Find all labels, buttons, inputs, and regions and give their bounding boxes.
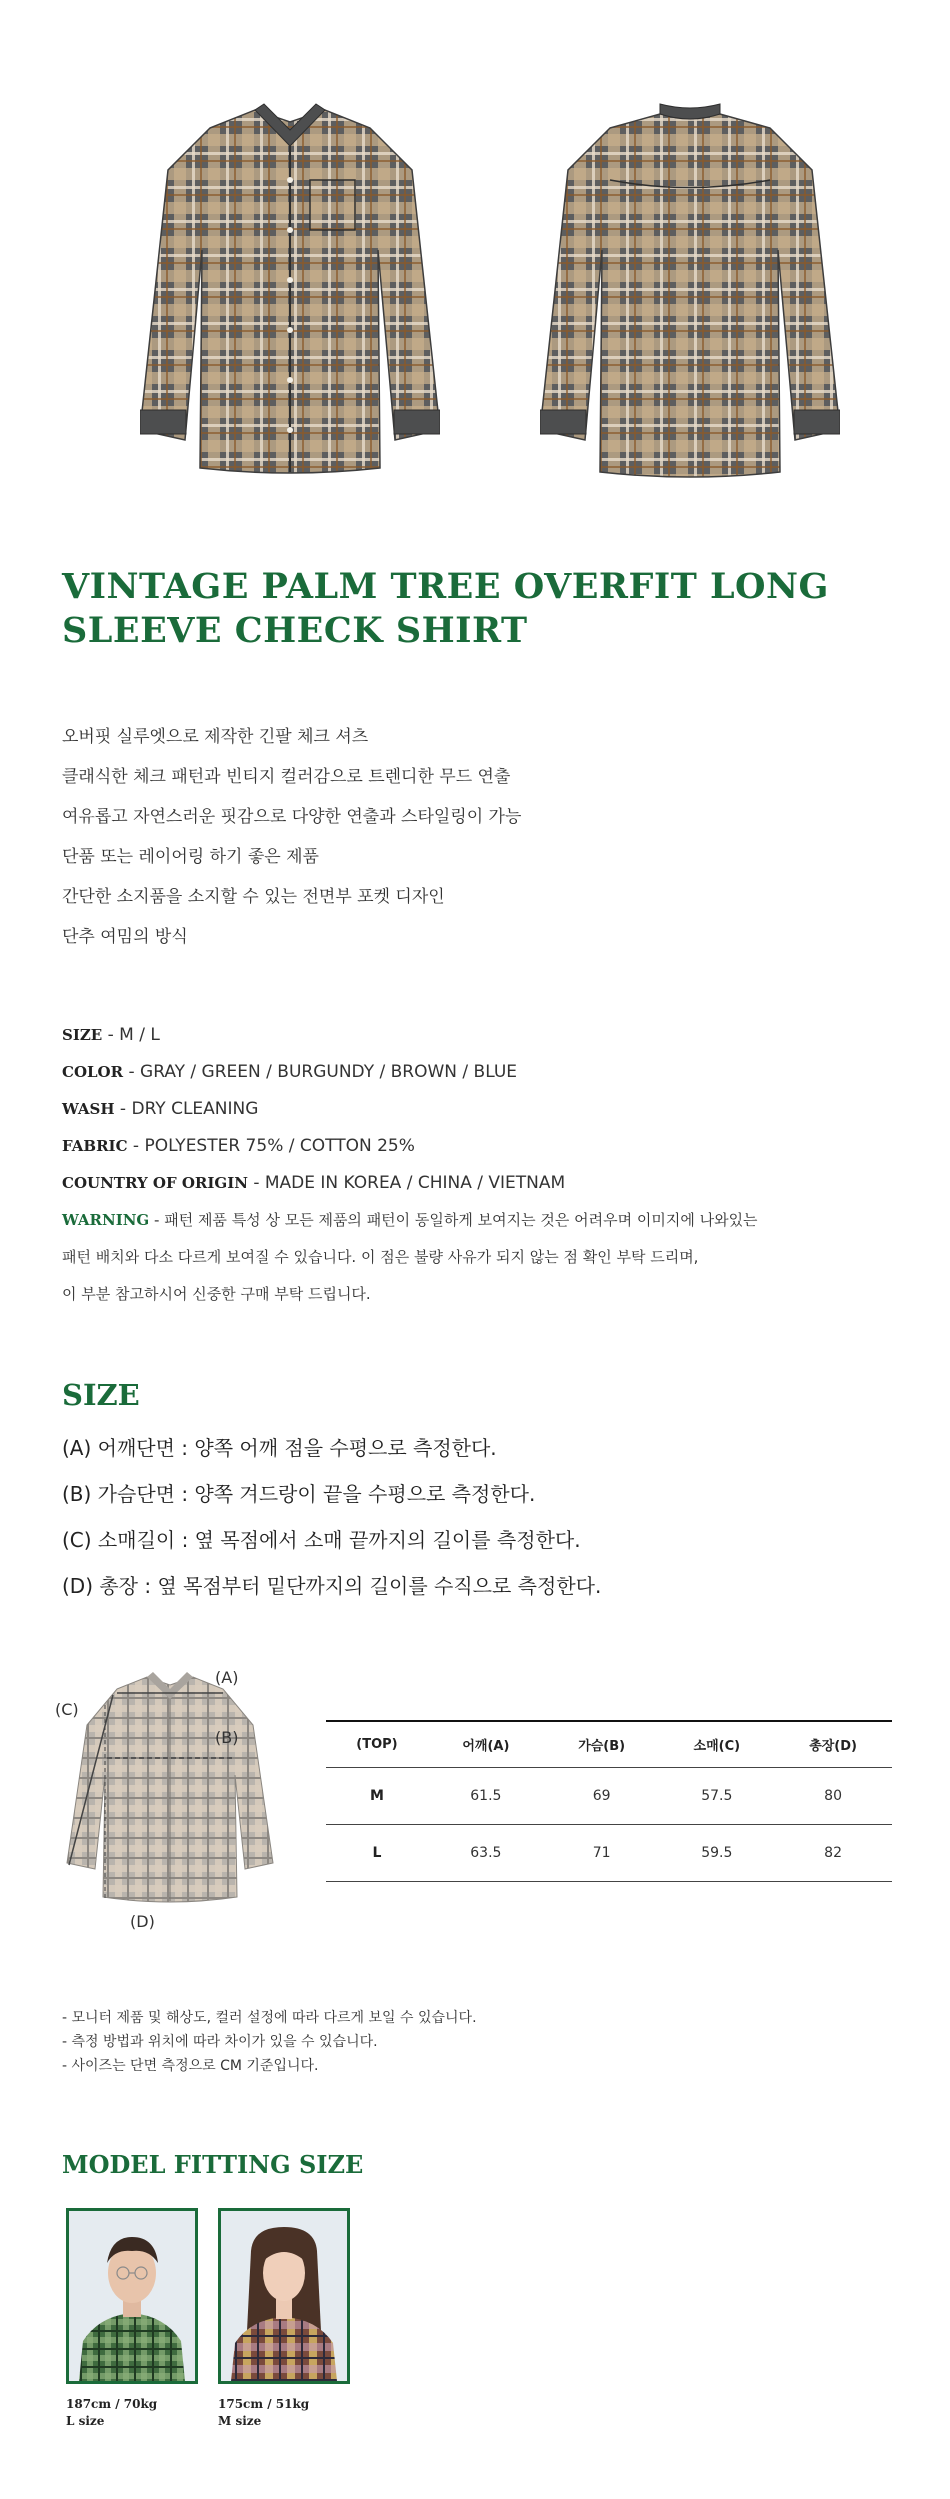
model-male-image [69,2211,195,2381]
table-header: 총장(D) [774,1721,892,1767]
spec-label: WASH [62,1100,115,1118]
footnote: - 측정 방법과 위치에 따라 차이가 있을 수 있습니다. [62,2034,378,2050]
warning-text: - 패턴 제품 특성 상 모든 제품의 패턴이 동일하게 보여지는 것은 어려우며 이미지에 나와있는 [149,1211,758,1229]
product-specs [62,1017,912,1313]
warning-line-2: 패턴 배치와 다소 다르게 보여질 수 있습니다. 이 점은 불량 사유가 되지 않는 점 확인 부탁 드리며, [62,1248,699,1266]
product-photos [120,100,840,500]
spec-label: COUNTRY OF ORIGIN [62,1174,248,1192]
table-cell: 57.5 [659,1767,774,1824]
spec-size [62,1017,912,1054]
spec-value: - M / L [102,1025,160,1045]
measure-note: (D) 총장 : 옆 목점부터 밑단까지의 길이를 수직으로 측정한다. [62,1574,602,1598]
diagram-label-a: (A) [215,1668,239,1687]
size-footnotes [62,2006,912,2078]
spec-label: FABRIC [62,1137,128,1155]
model-card-male [66,2208,198,2430]
spec-label: SIZE [62,1026,103,1044]
model-fitting-heading: MODEL FITTING SIZE [62,2150,364,2179]
spec-wash [62,1091,912,1128]
spec-origin [62,1165,912,1202]
spec-label: COLOR [62,1063,124,1081]
shirt-back-image [540,100,840,490]
table-header-row [326,1721,892,1767]
spec-value: - DRY CLEANING [114,1099,259,1119]
warning-line-3: 이 부분 참고하시어 신중한 구매 부탁 드립니다. [62,1285,371,1303]
spec-fabric [62,1128,912,1165]
model-photo [218,2208,350,2384]
table-cell-size: M [326,1767,428,1824]
footnote: - 사이즈는 단면 측정으로 CM 기준입니다. [62,2058,319,2074]
model-card-female [218,2208,350,2430]
table-header: 가슴(B) [544,1721,660,1767]
table-header: (TOP) [326,1721,428,1767]
warning-line-1 [62,1202,912,1239]
table-cell: 71 [544,1824,660,1881]
model-stats: 175cm / 51kg [218,2397,310,2411]
table-cell: 82 [774,1824,892,1881]
description-line: 오버핏 실루엣으로 제작한 긴팔 체크 셔츠 [62,727,369,747]
table-cell-size: L [326,1824,428,1881]
model-stats: 187cm / 70kg [66,2397,158,2411]
spec-color [62,1054,912,1091]
size-heading: SIZE [62,1378,140,1412]
description-line: 간단한 소지품을 소지할 수 있는 전면부 포켓 디자인 [62,887,445,907]
size-measure-notes [62,1425,912,1609]
product-description [62,717,902,957]
footnote: - 모니터 제품 및 해상도, 컬러 설정에 따라 다르게 보일 수 있습니다. [62,2010,477,2026]
measure-note: (B) 가슴단면 : 양쪽 겨드랑이 끝을 수평으로 측정한다. [62,1482,536,1506]
measure-note: (A) 어깨단면 : 양쪽 어깨 점을 수평으로 측정한다. [62,1436,497,1460]
table-cell: 69 [544,1767,660,1824]
model-info [218,2396,350,2430]
description-line: 단추 여밈의 방식 [62,927,188,947]
table-cell: 61.5 [428,1767,544,1824]
table-header: 소매(C) [659,1721,774,1767]
description-line: 클래식한 체크 패턴과 빈티지 컬러감으로 트렌디한 무드 연출 [62,767,511,787]
description-line: 여유롭고 자연스러운 핏감으로 다양한 연출과 스타일링이 가능 [62,807,522,827]
spec-value: - MADE IN KOREA / CHINA / VIETNAM [247,1173,566,1193]
shirt-front-image [140,100,440,490]
diagram-label-c: (C) [55,1700,79,1719]
model-size: L size [66,2414,105,2428]
model-info [66,2396,198,2430]
spec-value: - POLYESTER 75% / COTTON 25% [127,1136,415,1156]
size-table [326,1720,892,1882]
table-cell: 80 [774,1767,892,1824]
table-cell: 63.5 [428,1824,544,1881]
table-header: 어깨(A) [428,1721,544,1767]
product-title: VINTAGE PALM TREE OVERFIT LONG SLEEVE CHECK SHIRT [62,566,829,651]
description-line: 단품 또는 레이어링 하기 좋은 제품 [62,847,319,867]
table-cell: 59.5 [659,1824,774,1881]
warning-label: WARNING [62,1211,150,1229]
diagram-label-d: (D) [130,1912,155,1931]
table-row [326,1767,892,1824]
table-row [326,1824,892,1881]
measure-note: (C) 소매길이 : 옆 목점에서 소매 끝까지의 길이를 측정한다. [62,1528,581,1552]
model-size: M size [218,2414,262,2428]
model-photo [66,2208,198,2384]
model-female-image [221,2211,347,2381]
measurement-diagram [55,1665,285,1935]
diagram-label-b: (B) [215,1728,239,1747]
spec-value: - GRAY / GREEN / BURGUNDY / BROWN / BLUE [123,1062,517,1082]
